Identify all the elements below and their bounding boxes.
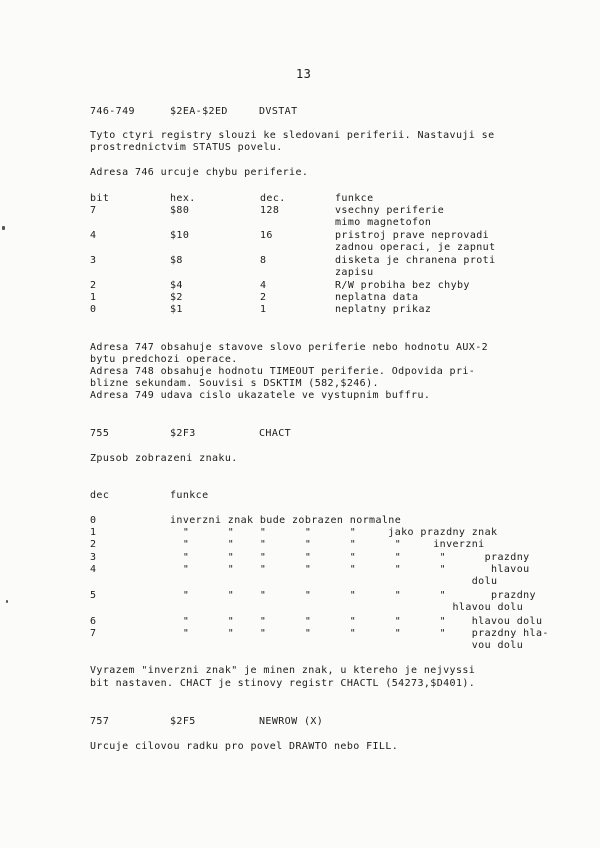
section-heading-address: 746-749 xyxy=(90,106,135,117)
table-row-hex: $10 xyxy=(170,230,190,241)
newrow-text: Urcuje cilovou radku pro povel DRAWTO nebo FILL. xyxy=(90,741,399,752)
table-row-dec: 6 xyxy=(90,616,97,627)
col-header-funkce: funkce xyxy=(170,490,209,501)
table-row-bit: 2 xyxy=(90,280,97,291)
table-row-func: " " " " " " inverzni xyxy=(170,539,485,550)
table-row-dec: 3 xyxy=(90,552,97,563)
table-row-dec: 8 xyxy=(260,255,267,266)
table-row-dec: 1 xyxy=(260,304,267,315)
table-row-dec: 128 xyxy=(260,205,280,216)
table-row-func: " " " " " " " hlavou dolu xyxy=(182,564,530,588)
scan-speck xyxy=(6,600,8,603)
col-header-funkce: funkce xyxy=(335,193,374,204)
table-row-func: " " " " " " " prazdny hlavou dolu xyxy=(182,590,536,614)
chact-note-line: bit nastaven. CHACT je stinovy registr CHACTL (54273,$D401). xyxy=(90,678,476,689)
table-row-func: R/W probiha bez chyby xyxy=(335,280,470,291)
table-row-func: " " " " " jako prazdny znak xyxy=(170,527,498,538)
addr748-line: Adresa 748 obsahuje hodnotu TIMEOUT periferie. Odpovida pri- xyxy=(90,366,476,377)
col-header-hex: hex. xyxy=(170,193,196,204)
col-header-bit: bit xyxy=(90,193,110,204)
section-heading-hex: $2F3 xyxy=(170,428,196,439)
intro-paragraph: Tyto ctyri registry slouzi ke sledovani periferii. Nastavuji se prostrednictvim STATUS povelu. xyxy=(90,130,495,154)
table-row-dec: 4 xyxy=(260,280,267,291)
table-row-func: neplatny prikaz xyxy=(335,304,432,315)
table-row-hex: $2 xyxy=(170,292,183,303)
table-row-func: pristroj prave neprovadi xyxy=(335,230,490,241)
section-heading-label: NEWROW (X) xyxy=(259,716,324,727)
section-heading-hex: $2EA-$2ED xyxy=(170,106,228,117)
table-row-dec: 16 xyxy=(260,230,273,241)
table-row-bit: 3 xyxy=(90,255,97,266)
section-heading-label: DVSTAT xyxy=(259,106,298,117)
table-row-hex: $1 xyxy=(170,304,183,315)
table-row-func: inverzni znak bude zobrazen normalne xyxy=(170,515,402,526)
scan-speck xyxy=(2,226,5,230)
table-row-dec: 2 xyxy=(260,292,267,303)
table-row-func: neplatna data xyxy=(335,292,419,303)
table-row-dec: 4 xyxy=(90,564,97,575)
table-row-func: " " " " " " " prazdny hla- vou dolu xyxy=(182,628,549,652)
addr748-line: blizne sekundam. Souvisi s DSKTIM (582,$246). xyxy=(90,378,379,389)
table-row-func: vsechny periferie xyxy=(335,205,445,216)
table-row-dec: 5 xyxy=(90,590,97,601)
section-heading-address: 757 xyxy=(90,716,110,727)
table-row-bit: 4 xyxy=(90,230,97,241)
chact-note-line: Vyrazem "inverzni znak" je minen znak, u ktereho je nejvyssi xyxy=(90,665,476,676)
table-row-hex: $80 xyxy=(170,205,190,216)
addr747-line: Adresa 747 obsahuje stavove slovo periferie nebo hodnotu AUX-2 xyxy=(90,342,489,353)
table-row-dec: 7 xyxy=(90,628,97,639)
section-heading-address: 755 xyxy=(90,428,110,439)
addr747-line: bytu predchozi operace. xyxy=(90,354,238,365)
table-row-dec: 1 xyxy=(90,527,97,538)
table-row-bit: 1 xyxy=(90,292,97,303)
col-header-dec: dec xyxy=(90,490,110,501)
table-row-func: zapisu xyxy=(335,267,374,278)
table-row-dec: 2 xyxy=(90,539,97,550)
table-row-bit: 0 xyxy=(90,304,97,315)
addr749-line: Adresa 749 udava cislo ukazatele ve vystupnim buffru. xyxy=(90,390,431,401)
table-row-func: zadnou operaci, je zapnut xyxy=(335,242,496,253)
col-header-dec: dec. xyxy=(260,193,286,204)
chact-intro: Zpusob zobrazeni znaku. xyxy=(90,453,238,464)
table-row-func: " " " " " " " hlavou dolu xyxy=(170,616,543,627)
table-row-hex: $4 xyxy=(170,280,183,291)
table-row-bit: 7 xyxy=(90,205,97,216)
table-row-func: " " " " " " " prazdny xyxy=(170,552,530,563)
table-row-hex: $8 xyxy=(170,255,183,266)
section-heading-label: CHACT xyxy=(259,428,292,439)
table-row-func: mimo magnetofon xyxy=(335,217,432,228)
table-row-func: disketa je chranena proti xyxy=(335,255,496,266)
page-number: 13 xyxy=(296,67,312,81)
section-heading-hex: $2F5 xyxy=(170,716,196,727)
table-row-dec: 0 xyxy=(90,515,97,526)
addr746-paragraph: Adresa 746 urcuje chybu periferie. xyxy=(90,167,309,178)
